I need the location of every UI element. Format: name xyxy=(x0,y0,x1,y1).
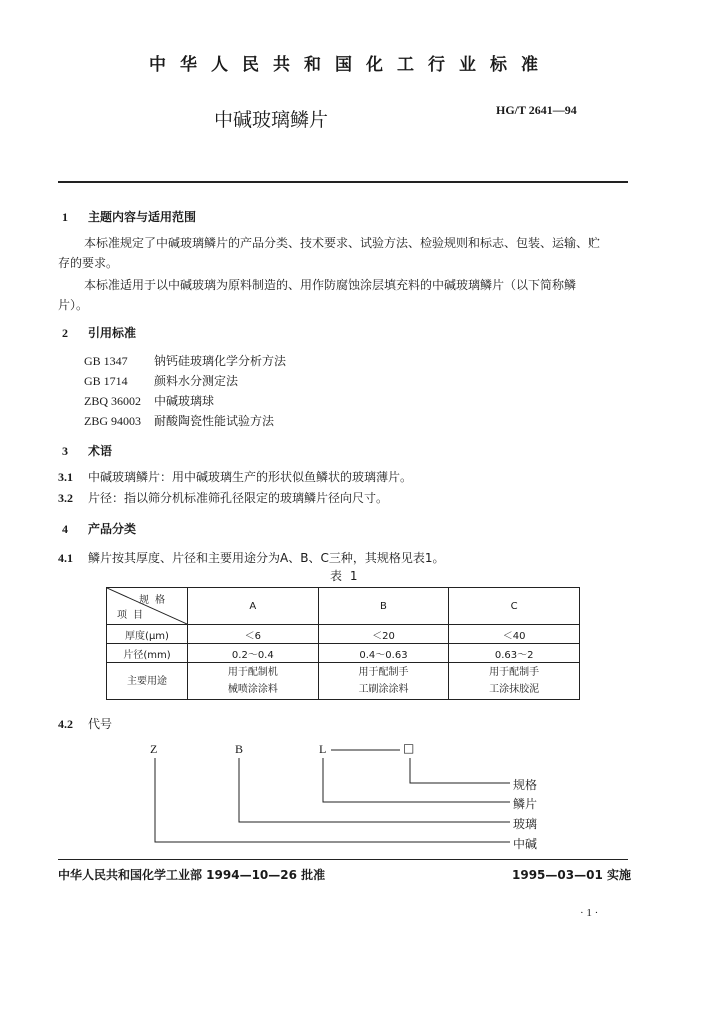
reference-name: 耐酸陶瓷性能试验方法 xyxy=(154,414,275,428)
row-label: 主要用途 xyxy=(107,663,188,700)
table-cell: ＜6 xyxy=(188,625,319,644)
leader-spec xyxy=(410,758,510,783)
reference-name: 钠钙硅玻璃化学分析方法 xyxy=(154,354,287,368)
footer-divider xyxy=(58,859,628,860)
usage-line: 工涂抹胶泥 xyxy=(489,684,540,695)
label-flake: 鳞片 xyxy=(513,797,538,811)
column-header-b: B xyxy=(318,588,449,625)
clause-number: 4.2 xyxy=(58,717,73,731)
s1-paragraph-1-line-2: 存的要求。 xyxy=(58,256,119,270)
row-label: 片径(mm) xyxy=(107,644,188,663)
s1-paragraph-1-line-1: 本标准规定了中碱玻璃鳞片的产品分类、技术要求、试验方法、检验规则和标志、包装、运输、贮 xyxy=(84,236,601,250)
reference-name: 颜料水分测定法 xyxy=(154,374,239,388)
s1-paragraph-2-line-2: 片）。 xyxy=(58,298,89,312)
leader-medium-alkali xyxy=(155,758,510,842)
label-spec: 规格 xyxy=(513,778,538,792)
section-number: 1 xyxy=(62,210,68,224)
usage-line: 械喷涂涂料 xyxy=(227,684,278,695)
reference-code: GB 1347 xyxy=(84,354,128,368)
column-header-a: A xyxy=(188,588,319,625)
section-title: 引用标准 xyxy=(88,326,137,340)
table-cell: ＜40 xyxy=(449,625,580,644)
usage-line: 用于配制手 xyxy=(358,667,409,678)
table-caption: 表 1 xyxy=(330,569,360,583)
usage-line: 工刷涂涂料 xyxy=(358,684,409,695)
row-label: 厚度(μm) xyxy=(107,625,188,644)
section-number: 3 xyxy=(62,444,68,458)
section-title: 产品分类 xyxy=(88,522,137,536)
usage-line: 用于配制机 xyxy=(227,667,278,678)
usage-line: 用于配制手 xyxy=(489,667,540,678)
section-title: 主题内容与适用范围 xyxy=(88,210,197,224)
reference-code: ZBG 94003 xyxy=(84,414,141,428)
reference-name: 中碱玻璃球 xyxy=(154,394,215,408)
code-letter-z: Z xyxy=(150,742,158,756)
reference-code: ZBQ 36002 xyxy=(84,394,141,408)
code-letter-l: L xyxy=(319,742,327,756)
table-cell: 0.2～0.4 xyxy=(188,644,319,663)
corner-bottom-label: 项目 xyxy=(117,610,149,621)
approval-line: 中华人民共和国化学工业部 1994—10—26 批准 xyxy=(58,868,326,882)
clause-number: 4.1 xyxy=(58,551,73,565)
table-cell: 0.63～2 xyxy=(449,644,580,663)
label-glass: 玻璃 xyxy=(513,817,538,831)
term-text: 片径：指以筛分机标准筛孔径限定的玻璃鳞片径向尺寸。 xyxy=(88,491,389,505)
term-number: 3.1 xyxy=(58,470,73,484)
national-standard-heading: 中华人民共和国化工行业标准 xyxy=(149,55,552,75)
page-number: · 1 · xyxy=(580,907,599,919)
column-header-c: C xyxy=(449,588,580,625)
section-title: 术语 xyxy=(88,444,113,458)
label-medium-alkali: 中碱 xyxy=(513,837,538,851)
section-number: 4 xyxy=(62,522,68,536)
reference-code: GB 1714 xyxy=(84,374,128,388)
code-letter-b: B xyxy=(235,742,244,756)
corner-top-label: 规格 xyxy=(139,595,171,606)
table-cell: 0.4～0.63 xyxy=(318,644,449,663)
code-placeholder-box: □ xyxy=(403,741,415,755)
leader-glass xyxy=(239,758,510,822)
term-text: 中碱玻璃鳞片：用中碱玻璃生产的形状似鱼鳞状的玻璃薄片。 xyxy=(88,470,413,484)
document-title: 中碱玻璃鳞片 xyxy=(214,109,329,131)
section-number: 2 xyxy=(62,326,68,340)
clause-text: 代号 xyxy=(88,717,113,731)
effective-date: 1995—03—01 实施 xyxy=(512,868,631,882)
table-cell: ＜20 xyxy=(318,625,449,644)
leader-flake xyxy=(323,758,510,802)
s1-paragraph-2-line-1: 本标准适用于以中碱玻璃为原料制造的、用作防腐蚀涂层填充料的中碱玻璃鳞片（以下简称鳞 xyxy=(84,278,577,292)
term-number: 3.2 xyxy=(58,491,73,505)
standard-code: HG/T 2641—94 xyxy=(496,103,577,117)
clause-text: 鳞片按其厚度、片径和主要用途分为A、B、C三种，其规格见表1。 xyxy=(88,551,445,565)
